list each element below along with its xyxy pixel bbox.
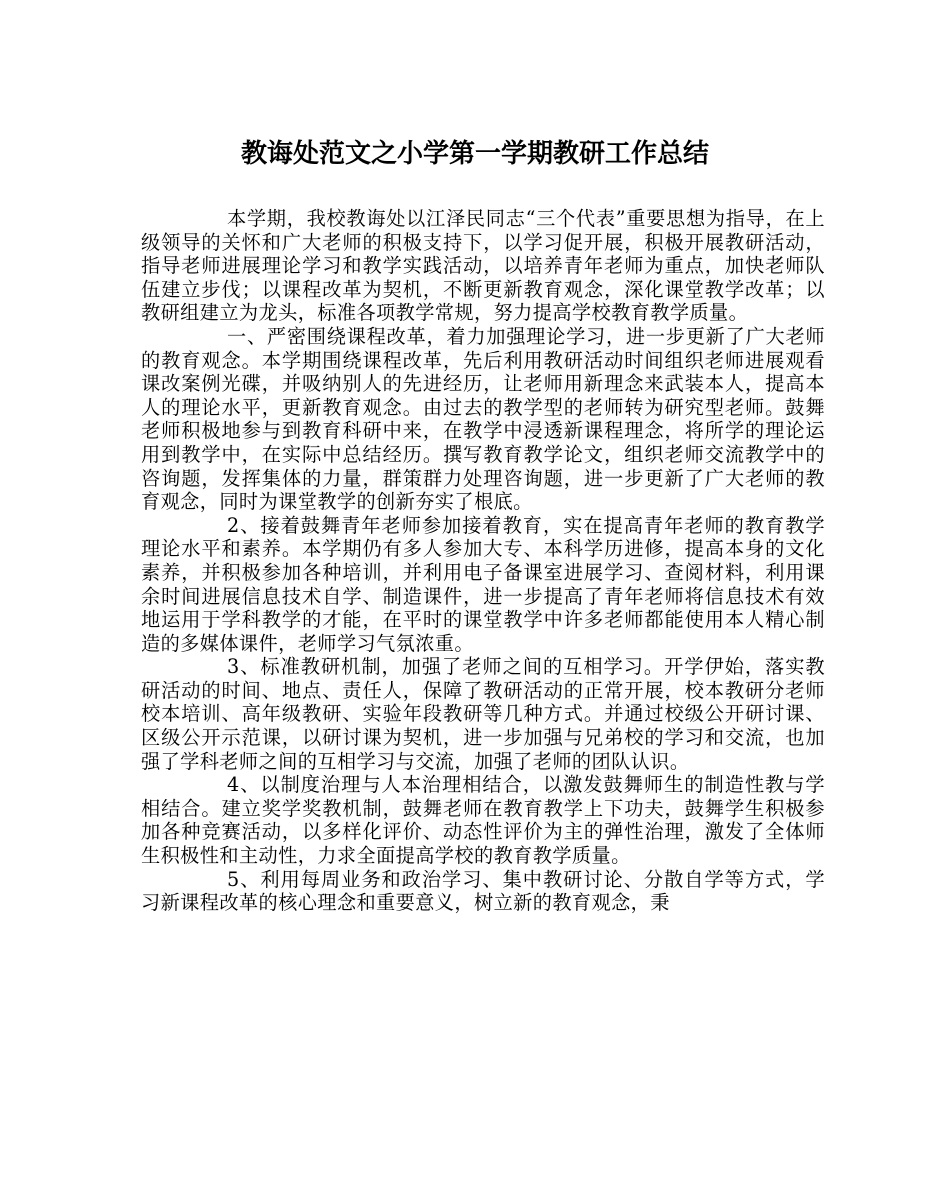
paragraph-intro: 本学期，我校教诲处以江泽民同志“三个代表”重要思想为指导，在上级领导的关怀和广大老师的积极支持下，以学习促开展，积极开展教研活动，指导老师进展理论学习和教学实践活动，以培养青年老师为重点，加快老师队伍建立步伐；以课程改革为契机，不断更新教育观念，深化课堂教学改革；以教研组建立为龙头，标准各项教学常规，努力提高学校教育教学质量。 [141,207,825,325]
document-body [141,207,825,915]
document-title: 教诲处范文之小学第一学期教研工作总结 [240,139,709,169]
paragraph-section-5: 5、利用每周业务和政治学习、集中教研讨论、分散自学等方式，学习新课程改革的核心理念和重要意义，树立新的教育观念，秉 [141,867,825,915]
paragraph-section-4: 4、以制度治理与人本治理相结合，以激发鼓舞师生的制造性教与学相结合。建立奖学奖教机制，鼓舞老师在教育教学上下功夫，鼓舞学生积极参加各种竞赛活动，以多样化评价、动态性评价为主的弹性治理，激发了全体师生积极性和主动性，力求全面提高学校的教育教学质量。 [141,773,825,868]
paragraph-section-3: 3、标准教研机制，加强了老师之间的互相学习。开学伊始，落实教研活动的时间、地点、责任人，保障了教研活动的正常开展，校本教研分老师校本培训、高年级教研、实验年段教研等几种方式。并通过校级公开研讨课、区级公开示范课，以研讨课为契机，进一步加强与兄弟校的学习和交流，也加强了学科老师之间的互相学习与交流，加强了老师的团队认识。 [141,655,825,773]
paragraph-section-2: 2、接着鼓舞青年老师参加接着教育，实在提高青年老师的教育教学理论水平和素养。本学期仍有多人参加大专、本科学历进修，提高本身的文化素养，并积极参加各种培训，并利用电子备课室进展学习、查阅材料，利用课余时间进展信息技术自学、制造课件，进一步提高了青年老师将信息技术有效地运用于学科教学的才能，在平时的课堂教学中许多老师都能使用本人精心制造的多媒体课件，老师学习气氛浓重。 [141,513,825,655]
paragraph-section-1: 一、严密围绕课程改革，着力加强理论学习，进一步更新了广大老师的教育观念。本学期围绕课程改革，先后利用教研活动时间组织老师进展观看课改案例光碟，并吸纳别人的先进经历，让老师用新理念来武装本人，提高本人的理论水平，更新教育观念。由过去的教学型的老师转为研究型老师。鼓舞老师积极地参与到教育科研中来，在教学中浸透新课程理念，将所学的理论运用到教学中，在实际中总结经历。撰写教育教学论文，组织老师交流教学中的咨询题，发挥集体的力量，群策群力处理咨询题，进一步更新了广大老师的教育观念，同时为课堂教学的创新夯实了根底。 [141,324,825,514]
